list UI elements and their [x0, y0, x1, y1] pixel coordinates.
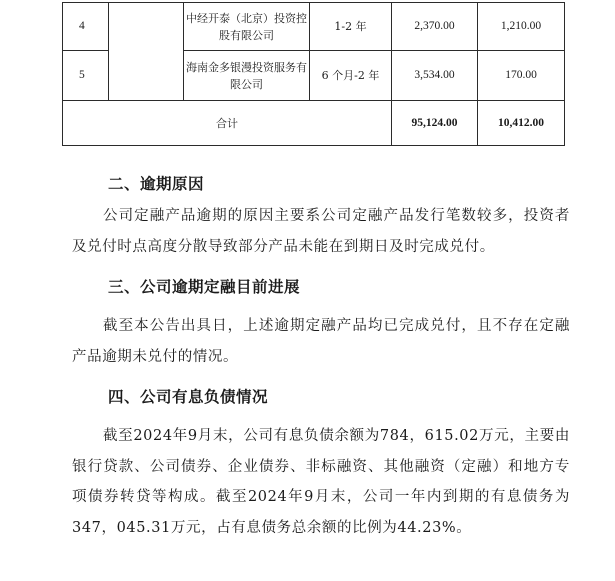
- row-number: 5: [63, 51, 109, 101]
- table-row: [63, 3, 565, 51]
- amount: 3,534.00: [392, 51, 478, 101]
- section-heading: 二、逾期原因: [108, 175, 205, 193]
- total-row: [63, 101, 565, 146]
- overdue-products-table: [62, 2, 565, 146]
- company-name: 中经开泰（北京）投资控股有限公司: [184, 3, 310, 51]
- term: 6 个月-2 年: [310, 51, 392, 101]
- section-heading: 三、公司逾期定融目前进展: [108, 278, 301, 296]
- total-label: 合计: [63, 101, 392, 146]
- overdue-amount: 1,210.00: [478, 3, 565, 51]
- section-heading: 四、公司有息负债情况: [108, 388, 269, 406]
- term: 1-2 年: [310, 3, 392, 51]
- section-paragraph: 公司定融产品逾期的原因主要系公司定融产品发行笔数较多，投资者及兑付时点高度分散导致部分产品未能在到期日及时完成兑付。: [72, 208, 570, 255]
- overdue-amount: 170.00: [478, 51, 565, 101]
- total-amount: 95,124.00: [392, 101, 478, 146]
- section-paragraph: 截至本公告出具日，上述逾期定融产品均已完成兑付，且不存在定融产品逾期未兑付的情况。: [72, 318, 570, 365]
- total-overdue: 10,412.00: [478, 101, 565, 146]
- company-name: 海南金多银漫投资服务有限公司: [184, 51, 310, 101]
- merged-blank-cell: [109, 3, 184, 101]
- section-paragraph: 截至2024年9月末，公司有息负债余额为784，615.02万元，主要由银行贷款、公司债券、企业债券、非标融资、其他融资（定融）和地方专项债券转贷等构成。截至2024年9月末，公司一年内到期的有息债务为347，045.31万元，占有息债务总余额的比例为44.23%。: [72, 428, 570, 536]
- amount: 2,370.00: [392, 3, 478, 51]
- row-number: 4: [63, 3, 109, 51]
